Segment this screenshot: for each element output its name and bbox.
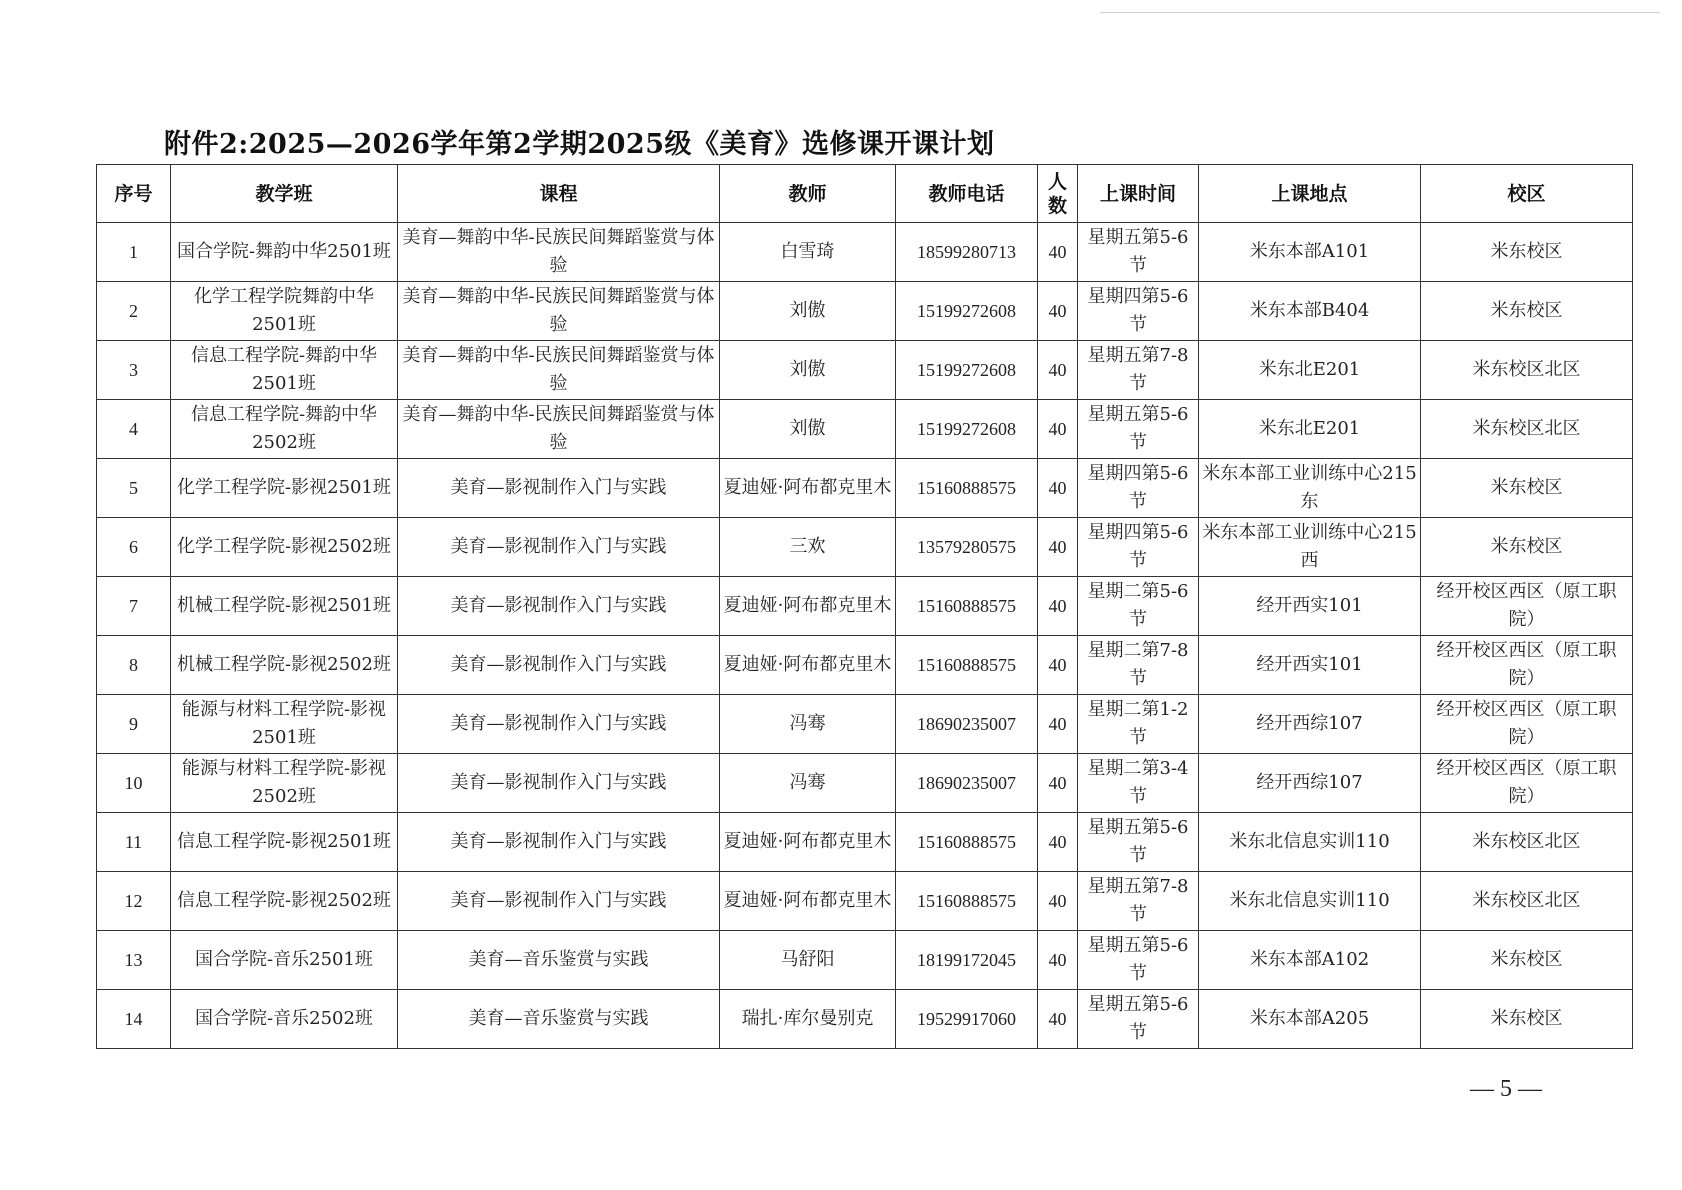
header-count (1038, 165, 1078, 223)
cell-count: 40 (1038, 872, 1078, 931)
cell-course: 美育—舞韵中华-民族民间舞蹈鉴赏与体验 (398, 400, 720, 459)
cell-seq: 11 (97, 813, 171, 872)
cell-campus: 米东校区北区 (1421, 341, 1633, 400)
header-rule (1100, 12, 1660, 13)
cell-teacher: 夏迪娅·阿布都克里木 (720, 577, 896, 636)
course-schedule-table (96, 164, 1633, 1049)
cell-teacher: 刘傲 (720, 282, 896, 341)
cell-count: 40 (1038, 695, 1078, 754)
cell-count: 40 (1038, 813, 1078, 872)
cell-time: 星期五第5-6节 (1078, 400, 1199, 459)
cell-campus: 米东校区 (1421, 518, 1633, 577)
cell-course: 美育—影视制作入门与实践 (398, 577, 720, 636)
cell-phone: 18690235007 (896, 695, 1038, 754)
cell-phone: 15199272608 (896, 341, 1038, 400)
cell-campus: 米东校区 (1421, 282, 1633, 341)
cell-phone: 15199272608 (896, 400, 1038, 459)
cell-phone: 15160888575 (896, 577, 1038, 636)
cell-teacher: 刘傲 (720, 400, 896, 459)
cell-count: 40 (1038, 990, 1078, 1049)
cell-course: 美育—音乐鉴赏与实践 (398, 990, 720, 1049)
header-time: 上课时间 (1078, 165, 1199, 223)
cell-location: 米东北信息实训110 (1199, 813, 1421, 872)
cell-time: 星期二第3-4节 (1078, 754, 1199, 813)
cell-phone: 18690235007 (896, 754, 1038, 813)
cell-class: 国合学院-舞韵中华2501班 (171, 223, 398, 282)
cell-seq: 9 (97, 695, 171, 754)
cell-course: 美育—影视制作入门与实践 (398, 813, 720, 872)
cell-location: 米东本部B404 (1199, 282, 1421, 341)
cell-class: 信息工程学院-舞韵中华2502班 (171, 400, 398, 459)
table-row (97, 754, 1633, 813)
cell-seq: 6 (97, 518, 171, 577)
cell-location: 米东北E201 (1199, 400, 1421, 459)
table-row (97, 400, 1633, 459)
cell-count: 40 (1038, 518, 1078, 577)
cell-campus: 经开校区西区（原工职院） (1421, 695, 1633, 754)
cell-time: 星期二第5-6节 (1078, 577, 1199, 636)
cell-seq: 2 (97, 282, 171, 341)
cell-time: 星期五第5-6节 (1078, 990, 1199, 1049)
cell-phone: 15160888575 (896, 459, 1038, 518)
table-body (97, 223, 1633, 1049)
cell-course: 美育—影视制作入门与实践 (398, 695, 720, 754)
header-count-line2: 数 (1047, 194, 1067, 217)
cell-seq: 3 (97, 341, 171, 400)
table-row (97, 990, 1633, 1049)
cell-teacher: 夏迪娅·阿布都克里木 (720, 872, 896, 931)
cell-phone: 15160888575 (896, 813, 1038, 872)
cell-location: 经开西实101 (1199, 636, 1421, 695)
cell-seq: 12 (97, 872, 171, 931)
cell-phone: 18599280713 (896, 223, 1038, 282)
cell-teacher: 冯骞 (720, 695, 896, 754)
cell-course: 美育—影视制作入门与实践 (398, 459, 720, 518)
header-teacher: 教师 (720, 165, 896, 223)
table-row (97, 636, 1633, 695)
table-row (97, 577, 1633, 636)
header-count-line1: 人 (1047, 170, 1067, 193)
cell-phone: 13579280575 (896, 518, 1038, 577)
table-row (97, 695, 1633, 754)
cell-course: 美育—舞韵中华-民族民间舞蹈鉴赏与体验 (398, 341, 720, 400)
cell-course: 美育—舞韵中华-民族民间舞蹈鉴赏与体验 (398, 223, 720, 282)
cell-teacher: 夏迪娅·阿布都克里木 (720, 459, 896, 518)
header-course: 课程 (398, 165, 720, 223)
table-row (97, 518, 1633, 577)
cell-time: 星期四第5-6节 (1078, 518, 1199, 577)
cell-time: 星期五第5-6节 (1078, 223, 1199, 282)
cell-location: 米东本部A102 (1199, 931, 1421, 990)
cell-campus: 经开校区西区（原工职院） (1421, 636, 1633, 695)
cell-seq: 1 (97, 223, 171, 282)
table-row (97, 931, 1633, 990)
cell-campus: 米东校区北区 (1421, 813, 1633, 872)
cell-course: 美育—影视制作入门与实践 (398, 518, 720, 577)
cell-time: 星期二第1-2节 (1078, 695, 1199, 754)
cell-location: 米东本部工业训练中心215东 (1199, 459, 1421, 518)
cell-course: 美育—影视制作入门与实践 (398, 872, 720, 931)
cell-teacher: 夏迪娅·阿布都克里木 (720, 636, 896, 695)
cell-location: 经开西实101 (1199, 577, 1421, 636)
cell-count: 40 (1038, 400, 1078, 459)
cell-teacher: 夏迪娅·阿布都克里木 (720, 813, 896, 872)
cell-count: 40 (1038, 282, 1078, 341)
table-row (97, 872, 1633, 931)
cell-campus: 米东校区北区 (1421, 872, 1633, 931)
table-row (97, 813, 1633, 872)
cell-course: 美育—音乐鉴赏与实践 (398, 931, 720, 990)
cell-time: 星期五第7-8节 (1078, 341, 1199, 400)
cell-campus: 米东校区 (1421, 459, 1633, 518)
header-class: 教学班 (171, 165, 398, 223)
cell-count: 40 (1038, 931, 1078, 990)
cell-phone: 15160888575 (896, 636, 1038, 695)
cell-time: 星期五第7-8节 (1078, 872, 1199, 931)
cell-class: 国合学院-音乐2501班 (171, 931, 398, 990)
cell-campus: 经开校区西区（原工职院） (1421, 577, 1633, 636)
cell-teacher: 刘傲 (720, 341, 896, 400)
cell-count: 40 (1038, 459, 1078, 518)
cell-time: 星期五第5-6节 (1078, 813, 1199, 872)
cell-class: 信息工程学院-影视2502班 (171, 872, 398, 931)
cell-class: 化学工程学院-影视2502班 (171, 518, 398, 577)
cell-course: 美育—影视制作入门与实践 (398, 636, 720, 695)
table-row (97, 282, 1633, 341)
cell-class: 化学工程学院舞韵中华2501班 (171, 282, 398, 341)
cell-teacher: 三欢 (720, 518, 896, 577)
table-row (97, 341, 1633, 400)
cell-campus: 米东校区 (1421, 990, 1633, 1049)
cell-time: 星期二第7-8节 (1078, 636, 1199, 695)
page-number: — 5 — (1470, 1076, 1542, 1102)
cell-phone: 18199172045 (896, 931, 1038, 990)
cell-location: 米东北E201 (1199, 341, 1421, 400)
cell-campus: 米东校区北区 (1421, 400, 1633, 459)
cell-count: 40 (1038, 636, 1078, 695)
cell-class: 能源与材料工程学院-影视2501班 (171, 695, 398, 754)
cell-class: 机械工程学院-影视2501班 (171, 577, 398, 636)
header-campus: 校区 (1421, 165, 1633, 223)
cell-location: 米东北信息实训110 (1199, 872, 1421, 931)
cell-class: 化学工程学院-影视2501班 (171, 459, 398, 518)
cell-class: 信息工程学院-舞韵中华2501班 (171, 341, 398, 400)
cell-seq: 13 (97, 931, 171, 990)
cell-teacher: 冯骞 (720, 754, 896, 813)
cell-count: 40 (1038, 754, 1078, 813)
cell-count: 40 (1038, 223, 1078, 282)
cell-location: 米东本部A205 (1199, 990, 1421, 1049)
cell-class: 国合学院-音乐2502班 (171, 990, 398, 1049)
cell-seq: 7 (97, 577, 171, 636)
cell-location: 米东本部工业训练中心215西 (1199, 518, 1421, 577)
cell-seq: 4 (97, 400, 171, 459)
cell-location: 米东本部A101 (1199, 223, 1421, 282)
cell-location: 经开西综107 (1199, 695, 1421, 754)
cell-campus: 米东校区 (1421, 223, 1633, 282)
cell-seq: 5 (97, 459, 171, 518)
cell-class: 能源与材料工程学院-影视2502班 (171, 754, 398, 813)
table-row (97, 223, 1633, 282)
table-header-row (97, 165, 1633, 223)
cell-teacher: 马舒阳 (720, 931, 896, 990)
cell-campus: 经开校区西区（原工职院） (1421, 754, 1633, 813)
header-location: 上课地点 (1199, 165, 1421, 223)
cell-teacher: 白雪琦 (720, 223, 896, 282)
header-seq: 序号 (97, 165, 171, 223)
cell-count: 40 (1038, 341, 1078, 400)
cell-campus: 米东校区 (1421, 931, 1633, 990)
cell-class: 机械工程学院-影视2502班 (171, 636, 398, 695)
cell-location: 经开西综107 (1199, 754, 1421, 813)
table-row (97, 459, 1633, 518)
cell-phone: 15160888575 (896, 872, 1038, 931)
cell-time: 星期四第5-6节 (1078, 282, 1199, 341)
cell-course: 美育—影视制作入门与实践 (398, 754, 720, 813)
cell-seq: 14 (97, 990, 171, 1049)
cell-teacher: 瑞扎·库尔曼别克 (720, 990, 896, 1049)
cell-time: 星期四第5-6节 (1078, 459, 1199, 518)
header-phone: 教师电话 (896, 165, 1038, 223)
cell-time: 星期五第5-6节 (1078, 931, 1199, 990)
cell-course: 美育—舞韵中华-民族民间舞蹈鉴赏与体验 (398, 282, 720, 341)
cell-phone: 15199272608 (896, 282, 1038, 341)
cell-seq: 8 (97, 636, 171, 695)
cell-phone: 19529917060 (896, 990, 1038, 1049)
cell-seq: 10 (97, 754, 171, 813)
page-title: 附件2:2025—2026学年第2学期2025级《美育》选修课开课计划 (164, 129, 995, 160)
cell-class: 信息工程学院-影视2501班 (171, 813, 398, 872)
cell-count: 40 (1038, 577, 1078, 636)
